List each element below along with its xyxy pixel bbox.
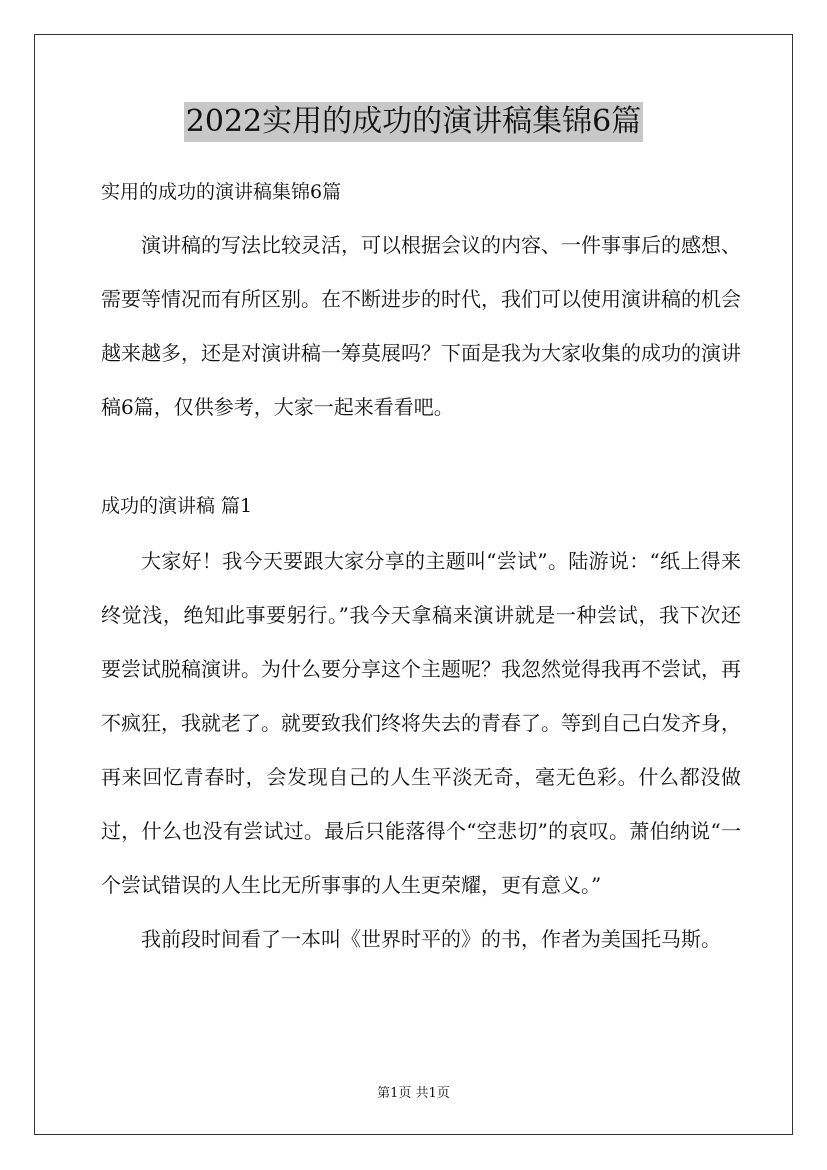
document-subtitle: 实用的成功的演讲稿集锦6篇 [101,181,342,203]
document-title-text: 2022实用的成功的演讲稿集锦6篇 [184,102,643,142]
document-title [0,102,827,146]
body-paragraph: 我前段时间看了一本叫《世界时平的》的书，作者为美国托马斯。 [141,927,721,951]
section-heading: 成功的演讲稿 篇1 [101,495,253,517]
body-paragraph: 大家好！我今天要跟大家分享的主题叫“尝试”。陆游说：“纸上得来终觉浅，绝知此事要躬行。”我今天拿稿来演讲就是一种尝试，我下次还要尝试脱稿演讲。为什么要分享这个主题呢？我忽然觉得我再不尝试，再不疯狂，我就老了。就要致我们终将失去的青春了。等到自己白发齐身，再来回忆青春时，会发现自己的人生平淡无奇，毫无色彩。什么都没做过，什么也没有尝试过。最后只能落得个“空悲切”的哀叹。萧伯纳说“一个尝试错误的人生比无所事事的人生更荣耀，更有意义。” [101,549,741,897]
page-number-footer: 第1页 共1页 [377,1086,450,1101]
document-body [101,174,741,966]
intro-paragraph: 演讲稿的写法比较灵活，可以根据会议的内容、一件事事后的感想、需要等情况而有所区别。在不断进步的时代，我们可以使用演讲稿的机会越来越多，还是对演讲稿一筹莫展吗？下面是我为大家收集的成功的演讲稿6篇，仅供参考，大家一起来看看吧。 [101,233,741,419]
